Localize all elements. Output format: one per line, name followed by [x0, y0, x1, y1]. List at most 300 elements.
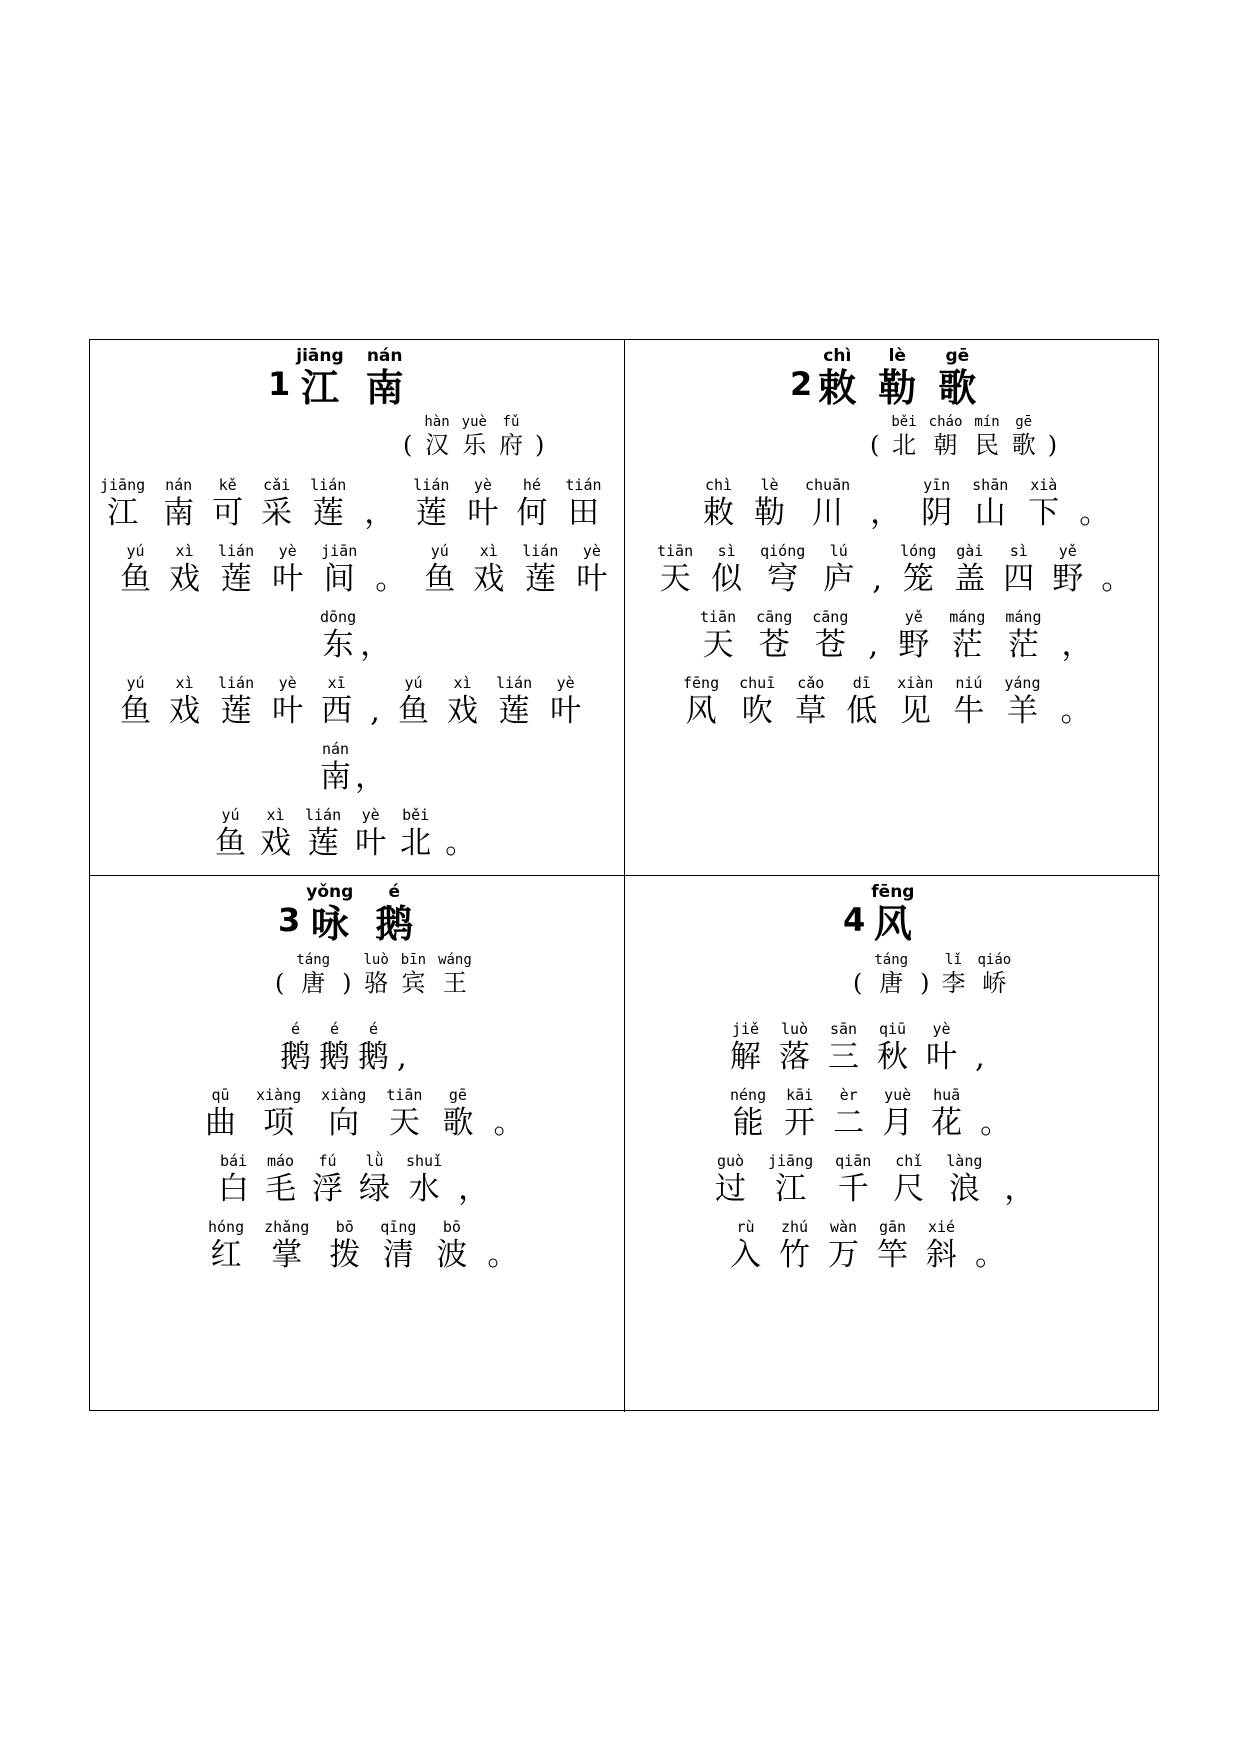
poem-author: [625, 414, 1160, 460]
punctuation-mark: ,: [370, 693, 380, 729]
hanzi: 歌: [1011, 431, 1036, 459]
title-character: [296, 346, 343, 410]
hanzi: 勒: [754, 495, 785, 531]
hanzi: 江: [107, 495, 139, 531]
poem-line: [90, 1218, 624, 1274]
line-character: [358, 1020, 389, 1076]
pinyin: xiàng: [321, 1086, 367, 1104]
hanzi: 浮: [312, 1171, 343, 1207]
line-character: [1005, 608, 1041, 664]
hanzi: 风: [685, 693, 717, 729]
punctuation-mark: 。: [445, 825, 477, 861]
hanzi: 戏: [260, 825, 291, 861]
hanzi: 月: [882, 1105, 914, 1141]
poem-line: [90, 542, 624, 598]
pinyin: qiū: [878, 1020, 907, 1038]
poem-line: [625, 674, 1160, 730]
hanzi: 叶: [272, 561, 304, 597]
poem-line: [625, 476, 1160, 532]
hanzi: 咏: [310, 902, 349, 946]
line-character: [312, 1152, 343, 1208]
pinyin: chuī: [739, 674, 776, 692]
pinyin: yuè: [884, 1086, 912, 1104]
title-character: [878, 346, 916, 410]
pinyin: yú: [430, 542, 449, 560]
poem-line: [90, 806, 624, 862]
line-character: [398, 674, 429, 730]
line-character: [496, 674, 532, 730]
punctuation-mark: 。: [1060, 693, 1092, 729]
line-character: [931, 1086, 962, 1142]
pinyin: qiáo: [977, 952, 1012, 968]
line-character: [846, 674, 877, 730]
pinyin: xià: [1030, 476, 1058, 494]
hanzi: 北: [400, 825, 432, 861]
pinyin: tián: [565, 476, 602, 494]
hanzi: 花: [931, 1105, 963, 1141]
line-character: [946, 1152, 982, 1208]
hanzi: 勒: [878, 366, 917, 410]
punctuation-mark: ，: [355, 759, 386, 795]
poem-number: 4: [843, 901, 866, 939]
hanzi: 鱼: [120, 561, 151, 597]
hanzi: 西: [321, 693, 353, 729]
poem-line: [90, 1152, 624, 1208]
pinyin: sì: [717, 542, 736, 560]
line-character: [120, 674, 151, 730]
pinyin: lián: [522, 542, 559, 560]
pinyin: huā: [933, 1086, 961, 1104]
pinyin: yǒng: [306, 882, 354, 902]
pinyin: lián: [413, 476, 450, 494]
pinyin: jiāng: [296, 346, 344, 366]
line-character: [265, 1152, 296, 1208]
pinyin: kāi: [786, 1086, 814, 1104]
hanzi: 四: [1003, 561, 1035, 597]
poem-card-3: [90, 876, 625, 1412]
hanzi: 竿: [877, 1237, 908, 1273]
pinyin: hé: [522, 476, 541, 494]
pinyin: máng: [1005, 608, 1042, 626]
pinyin: chǐ: [895, 1152, 923, 1170]
pinyin: táng: [296, 952, 331, 968]
line-character: [739, 674, 775, 730]
pinyin: xì: [175, 674, 194, 692]
hanzi: 清: [382, 1237, 414, 1273]
poem-line: [625, 542, 1160, 598]
line-character: [321, 542, 357, 598]
line-character: [877, 1020, 908, 1076]
hanzi: 可: [212, 495, 244, 531]
poem-line: [90, 1086, 624, 1142]
hanzi: 野: [898, 627, 930, 663]
pinyin: yè: [556, 674, 575, 692]
pinyin: cǎi: [263, 476, 291, 494]
poem-line: [625, 1086, 1160, 1142]
pinyin: nán: [366, 346, 403, 366]
hanzi: 落: [779, 1039, 810, 1075]
pinyin: lián: [305, 806, 342, 824]
punctuation-mark: 。: [1101, 561, 1133, 597]
pinyin: chì: [823, 346, 852, 366]
pinyin: qū: [211, 1086, 230, 1104]
hanzi: 叶: [355, 825, 387, 861]
pinyin: gē: [448, 1086, 467, 1104]
hanzi: 戏: [169, 693, 200, 729]
pinyin: é: [290, 1020, 301, 1038]
poem-card-4: [625, 876, 1160, 1412]
title-character: [938, 346, 976, 410]
pinyin: yuè: [461, 414, 487, 430]
pinyin: wáng: [438, 952, 472, 968]
hanzi: 叶: [926, 1039, 957, 1075]
pinyin: chuān: [805, 476, 851, 494]
hanzi: 牛: [953, 693, 985, 729]
poem-number: 3: [278, 901, 301, 939]
line-character: [877, 1218, 908, 1274]
pinyin: gài: [956, 542, 984, 560]
line-character: [218, 674, 254, 730]
poem-line: [625, 1152, 1160, 1208]
line-character: [779, 1218, 810, 1274]
pinyin: néng: [730, 1086, 767, 1104]
pinyin: bīn: [400, 952, 427, 968]
line-character: [218, 1152, 249, 1208]
pinyin: běi: [891, 414, 917, 430]
pinyin: dī: [852, 674, 871, 692]
pinyin: hóng: [208, 1218, 245, 1236]
line-character: [413, 476, 449, 532]
pinyin: luò: [363, 952, 389, 968]
line-character: [264, 1218, 309, 1274]
poem-line: [90, 674, 624, 730]
pinyin: cāng: [756, 608, 793, 626]
hanzi: 白: [218, 1171, 249, 1207]
pinyin: xì: [266, 806, 285, 824]
hanzi: 苍: [758, 627, 790, 663]
hanzi: 盖: [954, 561, 986, 597]
pinyin: guò: [716, 1152, 745, 1170]
title-character: [818, 346, 856, 410]
line-character: [329, 1218, 360, 1274]
poem-grid: [89, 339, 1159, 1411]
line-character: [208, 1218, 244, 1274]
pinyin: é: [368, 1020, 379, 1038]
pinyin: gān: [878, 1218, 907, 1236]
pinyin: xī: [327, 674, 346, 692]
poem-number: 2: [790, 365, 813, 403]
hanzi: 唐: [301, 969, 326, 997]
line-character: [320, 608, 356, 664]
author-character: [499, 414, 523, 460]
line-character: [756, 608, 792, 664]
line-character: [447, 674, 478, 730]
punctuation-mark: (: [403, 431, 413, 459]
poem-author: [625, 952, 1160, 998]
pinyin: fēng: [871, 882, 915, 902]
author-character: [363, 952, 388, 998]
line-character: [280, 1020, 311, 1076]
pinyin: é: [329, 1020, 340, 1038]
pinyin: fú: [318, 1152, 337, 1170]
pinyin: jiān: [321, 542, 358, 560]
pinyin: shān: [972, 476, 1009, 494]
poem-card-1: [90, 340, 625, 876]
hanzi: 尺: [893, 1171, 925, 1207]
punctuation-mark: (: [870, 431, 880, 459]
hanzi: 野: [1052, 561, 1084, 597]
author-character: [929, 414, 963, 460]
pinyin: lián: [495, 674, 533, 692]
hanzi: 莲: [220, 693, 252, 729]
pinyin: qiān: [835, 1152, 872, 1170]
punctuation-mark: ，: [364, 495, 396, 531]
hanzi: 山: [974, 495, 1006, 531]
pinyin: xié: [927, 1218, 956, 1236]
punctuation-mark: (: [853, 969, 863, 997]
punctuation-mark: ,: [868, 627, 879, 663]
hanzi: 戏: [169, 561, 200, 597]
hanzi: 鹅: [358, 1039, 389, 1075]
line-character: [310, 476, 346, 532]
hanzi: 鱼: [397, 693, 429, 729]
line-character: [730, 1218, 761, 1274]
pinyin: yú: [126, 674, 145, 692]
hanzi: 田: [567, 495, 599, 531]
hanzi: 何: [516, 495, 548, 531]
pinyin: cāng: [812, 608, 849, 626]
pinyin: tiān: [386, 1086, 423, 1104]
line-character: [424, 542, 455, 598]
hanzi: 解: [730, 1039, 761, 1075]
hanzi: 莲: [524, 561, 556, 597]
hanzi: 叶: [272, 693, 304, 729]
hanzi: 汉: [425, 431, 450, 459]
line-character: [272, 674, 303, 730]
pinyin: xì: [453, 674, 472, 692]
hanzi: 似: [711, 561, 743, 597]
line-character: [926, 1218, 957, 1274]
pinyin: yè: [278, 674, 297, 692]
pinyin: yě: [904, 608, 923, 626]
punctuation-mark: ,: [397, 1039, 407, 1075]
line-character: [355, 806, 386, 862]
pinyin: máng: [949, 608, 986, 626]
poem-line: [625, 1020, 1160, 1076]
hanzi: 川: [812, 495, 844, 531]
author-character: [438, 952, 472, 998]
punctuation-mark: ，: [360, 627, 392, 663]
pinyin: lè: [888, 346, 906, 366]
line-character: [835, 1152, 871, 1208]
pinyin: lián: [218, 674, 255, 692]
hanzi: 茫: [951, 627, 983, 663]
pinyin: luò: [780, 1020, 809, 1038]
hanzi: 绿: [359, 1171, 390, 1207]
line-character: [730, 1020, 761, 1076]
hanzi: 骆: [364, 969, 389, 997]
line-character: [921, 476, 952, 532]
hanzi: 鹅: [375, 902, 414, 946]
line-character: [256, 1086, 301, 1142]
pinyin: cǎo: [797, 674, 825, 692]
line-character: [305, 806, 341, 862]
hanzi: 宾: [401, 969, 426, 997]
pinyin: èr: [839, 1086, 858, 1104]
line-character: [768, 1152, 813, 1208]
line-character: [954, 542, 985, 598]
pinyin: qióng: [760, 542, 806, 560]
punctuation-mark: ): [920, 969, 930, 997]
pinyin: lè: [760, 476, 779, 494]
pinyin: lú: [829, 542, 848, 560]
line-character: [272, 542, 303, 598]
author-character: [977, 952, 1011, 998]
line-character: [163, 476, 194, 532]
punctuation-mark: ，: [1061, 627, 1093, 663]
hanzi: 低: [846, 693, 878, 729]
author-character: [941, 952, 965, 998]
poem-title: [625, 882, 1160, 946]
punctuation-mark: (: [275, 969, 285, 997]
line-character: [169, 542, 200, 598]
poem-line: [90, 608, 624, 664]
hanzi: 阴: [921, 495, 953, 531]
hanzi: 叶: [550, 693, 582, 729]
hanzi: 开: [784, 1105, 816, 1141]
pinyin: xiàng: [256, 1086, 302, 1104]
hanzi: 茫: [1007, 627, 1039, 663]
line-character: [522, 542, 558, 598]
line-character: [683, 674, 719, 730]
hanzi: 鱼: [120, 693, 151, 729]
pinyin: niú: [955, 674, 983, 692]
line-character: [406, 1152, 442, 1208]
hanzi: 莲: [220, 561, 252, 597]
pinyin: jiāng: [100, 476, 146, 494]
pinyin: kě: [218, 476, 237, 494]
pinyin: é: [388, 882, 401, 902]
punctuation-mark: ): [342, 969, 352, 997]
hanzi: 江: [775, 1171, 807, 1207]
hanzi: 峤: [982, 969, 1007, 997]
hanzi: 李: [941, 969, 966, 997]
hanzi: 天: [659, 561, 691, 597]
line-character: [442, 1086, 473, 1142]
line-character: [576, 542, 607, 598]
line-character: [711, 542, 742, 598]
hanzi: 见: [899, 693, 931, 729]
pinyin: shuǐ: [406, 1152, 443, 1170]
hanzi: 入: [730, 1237, 761, 1273]
line-character: [730, 1086, 766, 1142]
author-character: [874, 952, 908, 998]
pinyin: zhǎng: [264, 1218, 310, 1236]
hanzi: 府: [498, 431, 523, 459]
line-character: [898, 608, 929, 664]
hanzi: 王: [442, 969, 467, 997]
pinyin: yě: [1058, 542, 1077, 560]
pinyin: běi: [402, 806, 430, 824]
pinyin: zhú: [780, 1218, 809, 1236]
line-character: [100, 476, 145, 532]
pinyin: lǜ: [365, 1152, 384, 1170]
pinyin: qīng: [380, 1218, 417, 1236]
punctuation-mark: ): [1047, 431, 1058, 459]
pinyin: hàn: [424, 414, 450, 430]
line-character: [972, 476, 1008, 532]
hanzi: 拨: [329, 1237, 361, 1273]
hanzi: 叶: [576, 561, 608, 597]
hanzi: 鹅: [319, 1039, 350, 1075]
pinyin: bō: [442, 1218, 461, 1236]
pinyin: yè: [278, 542, 297, 560]
punctuation-mark: ): [534, 431, 545, 459]
pinyin: gē: [945, 346, 970, 366]
hanzi: 歌: [938, 366, 977, 410]
line-character: [900, 542, 936, 598]
hanzi: 乐: [462, 431, 487, 459]
hanzi: 莲: [498, 693, 530, 729]
hanzi: 南: [365, 366, 404, 410]
hanzi: 风: [873, 902, 912, 946]
hanzi: 唐: [879, 969, 904, 997]
hanzi: 叶: [467, 495, 499, 531]
line-character: [823, 542, 854, 598]
line-character: [754, 476, 785, 532]
punctuation-mark: 。: [375, 561, 407, 597]
punctuation-mark: 。: [980, 1105, 1012, 1141]
hanzi: 江: [300, 366, 339, 410]
hanzi: 东: [322, 627, 354, 663]
hanzi: 掌: [271, 1237, 303, 1273]
line-character: [703, 476, 734, 532]
line-character: [380, 1218, 416, 1274]
hanzi: 天: [702, 627, 734, 663]
pinyin: sān: [829, 1020, 858, 1038]
line-character: [812, 608, 848, 664]
hanzi: 二: [833, 1105, 865, 1141]
line-character: [319, 1020, 350, 1076]
hanzi: 吹: [741, 693, 773, 729]
punctuation-mark: ，: [458, 1171, 490, 1207]
hanzi: 鱼: [424, 561, 456, 597]
line-character: [261, 476, 292, 532]
pinyin: mín: [974, 414, 1000, 430]
hanzi: 曲: [205, 1105, 236, 1141]
line-character: [321, 674, 352, 730]
pinyin: chì: [704, 476, 733, 494]
line-character: [795, 674, 826, 730]
hanzi: 歌: [442, 1105, 474, 1141]
hanzi: 秋: [877, 1039, 908, 1075]
pinyin: yè: [473, 476, 492, 494]
poem-line: [90, 1020, 624, 1076]
hanzi: 水: [408, 1171, 440, 1207]
pinyin: lóng: [900, 542, 937, 560]
pinyin: yè: [361, 806, 380, 824]
title-character: [366, 346, 404, 410]
hanzi: 敕: [818, 366, 857, 410]
pinyin: bái: [219, 1152, 248, 1170]
hanzi: 鱼: [215, 825, 246, 861]
poem-card-2: [625, 340, 1160, 876]
pinyin: gē: [1015, 414, 1033, 430]
hanzi: 民: [975, 431, 1000, 459]
line-character: [882, 1086, 913, 1142]
poem-line: [90, 476, 624, 532]
hanzi: 浪: [948, 1171, 980, 1207]
